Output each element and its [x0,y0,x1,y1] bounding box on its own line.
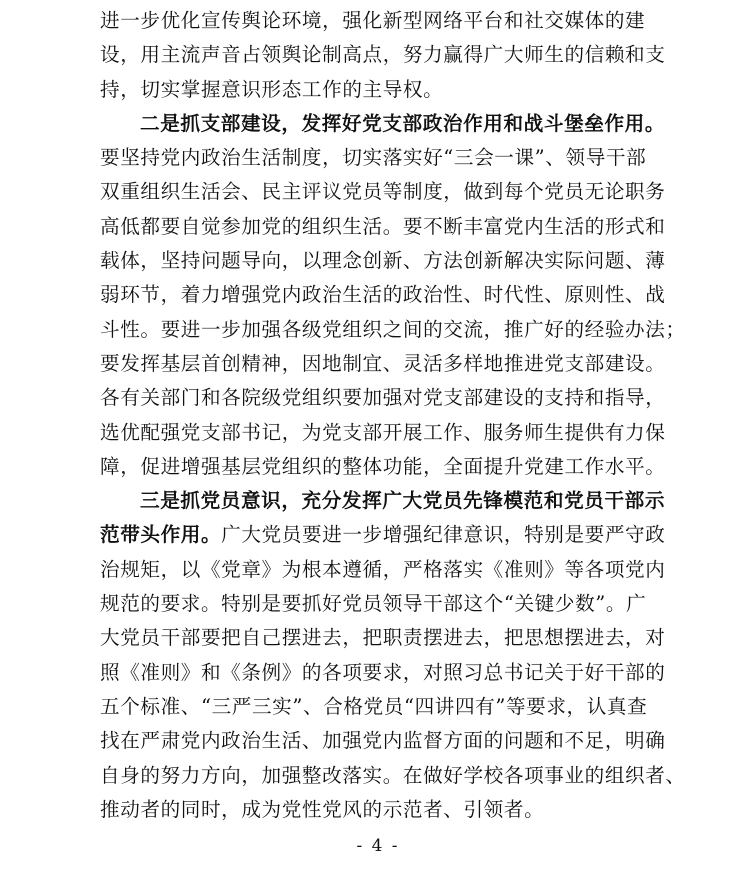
text-line: 要发挥基层首创精神，因地制宜、灵活多样地推进党支部建设。 [100,351,666,375]
text-line: 设，用主流声音占领舆论制高点，努力赢得广大师生的信赖和支 [100,43,666,67]
text-line: 推动者的同时，成为党性党风的示范者、引领者。 [100,797,545,821]
paragraph-party-member-awareness [100,484,686,827]
text-line [100,518,666,552]
section-heading-three: 三是抓党员意识，充分发挥广大党员先锋模范和党员干部示 [140,489,666,513]
text-line: 选优配强党支部书记，为党支部开展工作、服务师生提供有力保 [100,420,666,444]
text-line: 治规矩，以《党章》为根本遵循，严格落实《准则》等各项党内 [100,557,666,581]
text-line: 进一步优化宣传舆论环境，强化新型网络平台和社交媒体的建 [100,9,646,32]
text-line: 障，促进增强基层党组织的整体功能，全面提升党建工作水平。 [100,454,666,478]
text-line: 斗性。要进一步加强各级党组织之间的交流，推广好的经验办法； [100,317,686,341]
page-number: - 4 - [356,836,400,856]
text-line: 自身的努力方向，加强整改落实。在做好学校各项事业的组织者、 [100,763,686,787]
text-line: 照《准则》和《条例》的各项要求，对照习总书记关于好干部的 [100,660,666,684]
text-line: 载体，坚持问题导向，以理念创新、方法创新解决实际问题、薄 [100,249,666,273]
text-line: 持，切实掌握意识形态工作的主导权。 [100,77,444,101]
text-line: 高低都要自觉参加党的组织生活。要不断丰富党内生活的形式和 [100,214,666,238]
text-line: 弱环节，着力增强党内政治生活的政治性、时代性、原则性、战 [100,283,666,307]
text-line: 五个标准、“三严三实”、合格党员“四讲四有”等要求，认真查 [100,694,648,718]
section-heading-three-cont: 范带头作用。 [100,523,222,547]
paragraph-propaganda-continuation [100,4,666,107]
text-line: 规范的要求。特别是要抓好党员领导干部这个“关键少数”。广 [100,592,647,616]
document-page [100,0,686,827]
text-line: 大党员干部要把自己摆进去，把职责摆进去，把思想摆进去，对 [100,626,666,650]
section-heading-two: 二是抓支部建设，发挥好党支部政治作用和战斗堡垒作用。 [140,111,666,135]
text-line: 双重组织生活会、民主评议党员等制度，做到每个党员无论职务 [100,180,666,204]
text-line: 各有关部门和各院级党组织要加强对党支部建设的支持和指导， [100,386,666,410]
text-line: 要坚持党内政治生活制度，切实落实好“三会一课”、领导干部 [100,146,647,170]
paragraph-branch-construction [100,107,686,484]
text-line: 找在严肃党内政治生活、加强党内监督方面的问题和不足，明确 [100,729,666,753]
text-line-rest: 广大党员要进一步增强纪律意识，特别是要严守政 [221,523,666,547]
